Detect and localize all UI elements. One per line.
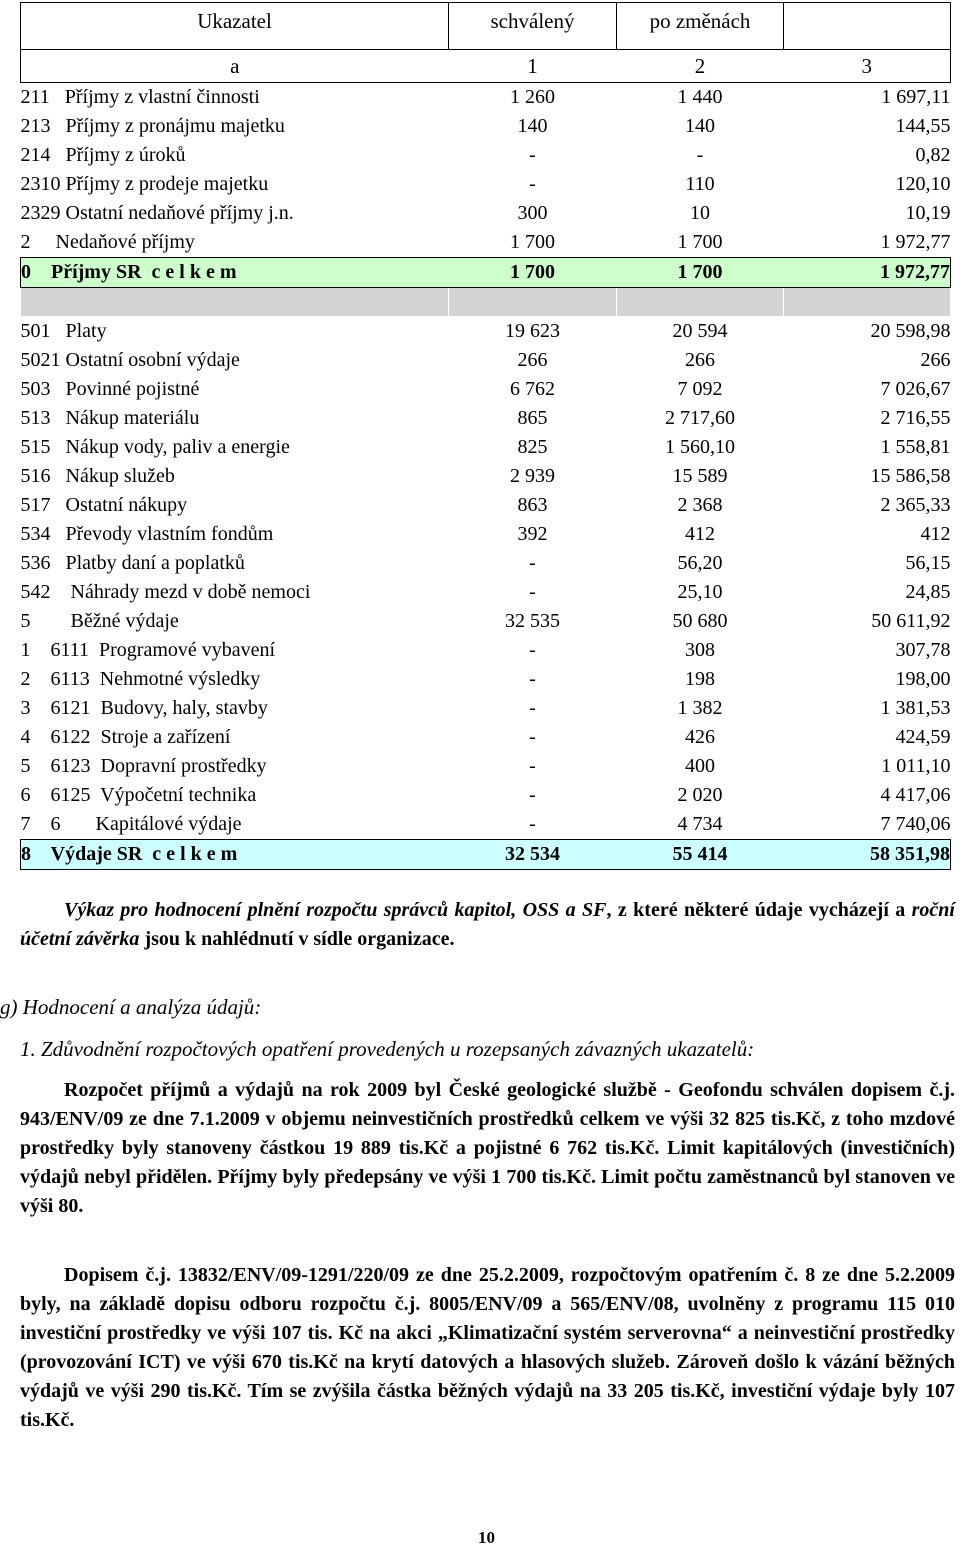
cell-v1: -	[529, 784, 536, 806]
table-row	[21, 665, 951, 694]
cell-v1: 19 623	[505, 320, 560, 342]
cell-v2: 7 092	[677, 378, 723, 400]
cell-v1: 1 260	[510, 86, 555, 108]
cell-v2: 2 717,60	[665, 407, 735, 429]
cell-v1: -	[529, 552, 536, 574]
cell-v1: 266	[517, 349, 548, 371]
cell-v1: -	[529, 668, 536, 690]
table-row	[21, 317, 951, 347]
cell-label: 6 6125 Výpočetní technika	[20, 784, 257, 806]
cell-label: 513 Nákup materiálu	[20, 407, 200, 429]
cell-label: 5 Běžné výdaje	[20, 610, 179, 632]
cell-label: 2 6113 Nehmotné výsledky	[20, 668, 261, 690]
cell-label: 503 Povinné pojistné	[20, 378, 200, 400]
cell-v3: 1 697,11	[881, 86, 951, 108]
cell-label: 2 Nedaňové příjmy	[20, 231, 195, 253]
table-row	[21, 433, 951, 462]
cell-v3: 58 351,98	[784, 840, 951, 870]
cell-v3: 24,85	[905, 581, 951, 603]
subheader-a: a	[21, 50, 449, 83]
expense-total-row	[21, 840, 951, 870]
cell-v2: 140	[685, 115, 715, 137]
cell-v2: 55 414	[617, 840, 784, 870]
cell-v3: 7 740,06	[880, 813, 951, 835]
cell-v2: 4 734	[677, 813, 723, 835]
cell-v2: 15 589	[672, 465, 728, 487]
paragraph-budget-measure: Dopisem č.j. 13832/ENV/09-1291/220/09 ze dne 25.2.2009, rozpočtovým opatřením č. 8 ze dne 5.2.2009 byly, na základě dopisu odboru rozpočtu č.j. 8005/ENV/09 a 565/ENV/08, uvolněny z programu 115 010 investiční prostředky ve výši 107 tis. Kč na akci „Klimatizační systém serverovna“ a neinvestiční prostředky (provozování ICT) ve výši 670 tis.Kč na krytí datových a hlasových služeb. Zároveň došlo k vázání běžných výdajů ve výši 290 tis.Kč. Tím se zvýšila částka běžných výdajů na 33 205 tis.Kč, investiční výdaje byly 107 tis.Kč.	[20, 1264, 955, 1431]
cell-v1: 865	[517, 407, 548, 429]
cell-v3: 1 381,53	[880, 697, 951, 719]
header-skutecnost	[784, 3, 951, 40]
cell-v1: 863	[517, 494, 548, 516]
cell-v1: 6 762	[510, 378, 555, 400]
cell-v2: 308	[685, 639, 715, 661]
table-header-row	[21, 3, 951, 40]
cell-v2: 110	[685, 173, 715, 195]
cell-v2: 56,20	[677, 552, 723, 574]
cell-v1: 32 534	[449, 840, 617, 870]
cell-v2: 1 440	[677, 86, 723, 108]
cell-v3: 1 972,77	[784, 258, 951, 288]
cell-v2: 1 700	[677, 231, 723, 253]
cell-v2: 400	[685, 755, 715, 777]
paragraph-budget-approval: Rozpočet příjmů a výdajů na rok 2009 byl České geologické službě - Geofondu schválen dopisem č.j. 943/ENV/09 ze dne 7.1.2009 v objemu neinvestičních prostředků celkem ve výši 32 825 tis.Kč, z toho mzdové prostředky byly stanoveny částkou 19 889 tis.Kč a pojistné 6 762 tis.Kč. Limit kapitálových (investičních) výdajů nebyl přidělen. Příjmy byly předepsány ve výši 1 700 tis.Kč. Limit počtu zaměstnanců byl stanoven ve výši 80.	[20, 1079, 955, 1217]
cell-label: 4 6122 Stroje a zařízení	[20, 726, 231, 748]
note-mid: , z které některé údaje vycházejí a	[606, 899, 912, 921]
table-subheader-row	[21, 50, 951, 83]
cell-v3: 198,00	[895, 668, 951, 690]
header-po-zmenach: po změnách	[617, 3, 784, 40]
cell-v2: 198	[685, 668, 715, 690]
cell-v3: 2 365,33	[880, 494, 951, 516]
cell-v3: 0,82	[915, 144, 951, 166]
cell-v3: 7 026,67	[880, 378, 951, 400]
cell-label: 2310 Příjmy z prodeje majetku	[20, 173, 269, 195]
cell-v3: 20 598,98	[870, 320, 951, 342]
cell-label: 5021 Ostatní osobní výdaje	[20, 349, 240, 371]
cell-label: 501 Platy	[20, 320, 107, 342]
cell-v2: 2 368	[677, 494, 723, 516]
table-row	[21, 462, 951, 491]
cell-label: 8 Výdaje SR c e l k e m	[21, 840, 449, 870]
table-row	[21, 752, 951, 781]
section-1-heading: 1. Zdůvodnění rozpočtových opatření provedených u rozepsaných závazných ukazatelů:	[20, 1037, 755, 1061]
cell-v1: -	[529, 581, 536, 603]
cell-label: 542 Náhrady mezd v době nemoci	[20, 581, 311, 603]
cell-v1: -	[529, 697, 536, 719]
cell-v3: 56,15	[905, 552, 951, 574]
table-row	[21, 723, 951, 752]
cell-v2: 2 020	[677, 784, 723, 806]
header-ukazatel: Ukazatel	[21, 3, 449, 40]
table-row	[21, 170, 951, 199]
cell-v1: -	[529, 639, 536, 661]
cell-v2: 266	[685, 349, 715, 371]
cell-v1: -	[529, 144, 536, 166]
cell-v2: 1 700	[617, 258, 784, 288]
table-row	[21, 228, 951, 258]
cell-label: 213 Příjmy z pronájmu majetku	[20, 115, 285, 137]
cell-v3: 1 011,10	[881, 755, 951, 777]
cell-label: 7 6 Kapitálové výdaje	[20, 813, 242, 835]
cell-label: 5 6123 Dopravní prostředky	[20, 755, 267, 777]
table-row	[21, 83, 951, 113]
cell-v1: 2 939	[510, 465, 555, 487]
cell-v2: 1 560,10	[665, 436, 735, 458]
cell-v2: 25,10	[677, 581, 723, 603]
cell-label: 1 6111 Programové vybavení	[20, 639, 276, 661]
cell-v1: 392	[517, 523, 548, 545]
cell-v3: 266	[920, 349, 951, 371]
table-row	[21, 141, 951, 170]
cell-label: 517 Ostatní nákupy	[20, 494, 188, 516]
table-row	[21, 199, 951, 228]
cell-v2: 426	[685, 726, 715, 748]
cell-v1: 300	[517, 202, 548, 224]
cell-v1: -	[529, 173, 536, 195]
cell-v3: 144,55	[895, 115, 951, 137]
cell-v2: 412	[685, 523, 715, 545]
table-row	[21, 112, 951, 141]
income-total-row	[21, 258, 951, 288]
note-italic-2: roční účetní závěrka	[20, 899, 955, 950]
cell-v3: 50 611,92	[871, 610, 951, 632]
cell-label: 516 Nákup služeb	[20, 465, 175, 487]
section-g-heading: g) Hodnocení a analýza údajů:	[0, 995, 262, 1019]
cell-v3: 1 558,81	[880, 436, 951, 458]
table-row	[21, 346, 951, 375]
table-row	[21, 549, 951, 578]
cell-v3: 4 417,06	[880, 784, 951, 806]
report-note	[20, 896, 955, 954]
cell-v1: -	[529, 755, 536, 777]
cell-v1: -	[529, 726, 536, 748]
cell-v3: 120,10	[895, 173, 951, 195]
table-row	[21, 375, 951, 404]
cell-v3: 424,59	[895, 726, 951, 748]
table-row	[21, 491, 951, 520]
cell-v2: -	[696, 144, 704, 166]
header-gap-row	[21, 39, 951, 50]
cell-v3: 15 586,58	[870, 465, 951, 487]
cell-label: 0 Příjmy SR c e l k e m	[21, 258, 449, 288]
cell-label: 515 Nákup vody, paliv a energie	[20, 436, 290, 458]
cell-label: 211 Příjmy z vlastní činnosti	[20, 86, 260, 108]
cell-v1: 140	[517, 115, 548, 137]
cell-label: 214 Příjmy z úroků	[20, 144, 186, 166]
header-schvaleny: schválený	[449, 3, 617, 40]
cell-v1: 32 535	[505, 610, 560, 632]
cell-v1: 1 700	[510, 231, 555, 253]
cell-v3: 307,78	[895, 639, 951, 661]
budget-table	[20, 2, 951, 870]
cell-label: 2329 Ostatní nedaňové příjmy j.n.	[20, 202, 294, 224]
cell-v2: 1 382	[677, 697, 723, 719]
cell-v3: 412	[920, 523, 951, 545]
cell-v2: 10	[690, 202, 710, 224]
table-row	[21, 520, 951, 549]
table-row	[21, 404, 951, 433]
cell-v3: 10,19	[905, 202, 951, 224]
cell-v1: 1 700	[449, 258, 617, 288]
subheader-1: 1	[449, 50, 617, 83]
table-row	[21, 810, 951, 840]
cell-label: 534 Převody vlastním fondům	[20, 523, 274, 545]
cell-label: 3 6121 Budovy, haly, stavby	[20, 697, 268, 719]
cell-v1: 825	[517, 436, 548, 458]
table-row	[21, 694, 951, 723]
table-row	[21, 636, 951, 665]
note-end: jsou k nahlédnutí v sídle organizace.	[139, 928, 455, 950]
table-row	[21, 781, 951, 810]
cell-v3: 1 972,77	[880, 231, 951, 253]
subheader-3: 3	[784, 50, 951, 83]
cell-v2: 20 594	[672, 320, 728, 342]
separator-row	[21, 288, 951, 317]
table-row	[21, 607, 951, 636]
subheader-2: 2	[617, 50, 784, 83]
table-row	[21, 578, 951, 607]
cell-v2: 50 680	[672, 610, 728, 632]
page-number: 10	[478, 1528, 495, 1547]
note-italic-1: Výkaz pro hodnocení plnění rozpočtu správců kapitol, OSS a SF	[64, 899, 607, 921]
cell-label: 536 Platby daní a poplatků	[20, 552, 245, 574]
cell-v1: -	[529, 813, 536, 835]
cell-v3: 2 716,55	[880, 407, 951, 429]
